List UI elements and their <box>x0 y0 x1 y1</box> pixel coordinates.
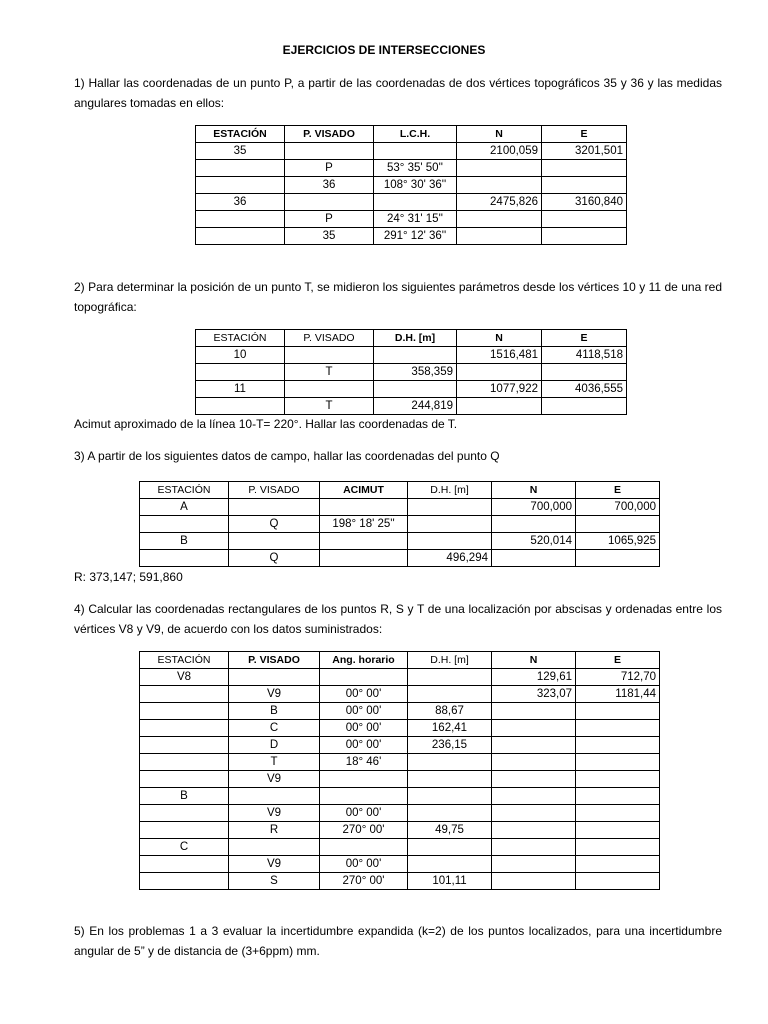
table-cell: P <box>285 211 374 228</box>
table-cell <box>457 228 542 245</box>
table-row <box>140 720 660 737</box>
table-cell <box>196 177 285 194</box>
table-cell: C <box>140 839 229 856</box>
table-cell: 36 <box>285 177 374 194</box>
problem-3-table <box>139 481 660 567</box>
table-cell <box>457 177 542 194</box>
table-cell <box>542 177 627 194</box>
table-cell: 00° 00' <box>320 737 408 754</box>
table-cell <box>320 499 408 516</box>
column-header: N <box>457 330 542 347</box>
table-cell: T <box>229 754 320 771</box>
table-cell <box>492 771 576 788</box>
table-cell <box>229 788 320 805</box>
table-cell: B <box>229 703 320 720</box>
column-header: ESTACIÓN <box>140 652 229 669</box>
table-cell <box>576 805 660 822</box>
table-cell: 10 <box>196 347 285 364</box>
table-cell <box>576 737 660 754</box>
table-cell: V8 <box>140 669 229 686</box>
table-cell: 323,07 <box>492 686 576 703</box>
table-row <box>140 839 660 856</box>
table-cell: 49,75 <box>408 822 492 839</box>
table-cell <box>576 856 660 873</box>
table-cell <box>408 839 492 856</box>
table-cell <box>408 788 492 805</box>
table-cell <box>542 211 627 228</box>
table-cell <box>320 533 408 550</box>
table-row <box>140 805 660 822</box>
table-cell <box>285 381 374 398</box>
table-row <box>196 364 627 381</box>
problem-2-statement: 2) Para determinar la posición de un punto T, se midieron los siguientes parámetros desde los vértices 10 y 11 de una red topográfica: <box>74 280 722 314</box>
table-cell <box>492 788 576 805</box>
table-row <box>140 686 660 703</box>
table-header-row <box>196 126 627 143</box>
table-cell <box>492 720 576 737</box>
table-row <box>140 754 660 771</box>
table-cell: 101,11 <box>408 873 492 890</box>
column-header: D.H. [m] <box>408 482 492 499</box>
problem-4-statement: 4) Calcular las coordenadas rectangulares de los puntos R, S y T de una localización por abscisas y ordenadas entre los vértices V8 y V9, de acuerdo con los datos suministrados: <box>74 602 722 636</box>
table-header-row <box>140 482 660 499</box>
table-cell <box>229 499 320 516</box>
table-cell <box>576 720 660 737</box>
table-cell: 108° 30' 36'' <box>374 177 457 194</box>
table-cell <box>542 228 627 245</box>
table-cell: 520,014 <box>492 533 576 550</box>
table-cell: 270° 00' <box>320 873 408 890</box>
table-cell <box>576 550 660 567</box>
table-cell: 162,41 <box>408 720 492 737</box>
table-cell: 1181,44 <box>576 686 660 703</box>
table-cell <box>285 194 374 211</box>
table-cell: 236,15 <box>408 737 492 754</box>
table-cell: 1516,481 <box>457 347 542 364</box>
table-cell <box>140 771 229 788</box>
table-cell <box>542 398 627 415</box>
table-row <box>196 143 627 160</box>
table-cell <box>408 754 492 771</box>
table-cell <box>374 381 457 398</box>
table-cell: V9 <box>229 686 320 703</box>
problem-2-note: Acimut aproximado de la línea 10-T= 220°. Hallar las coordenadas de T. <box>74 417 458 431</box>
column-header: L.C.H. <box>374 126 457 143</box>
table-row <box>140 550 660 567</box>
column-header: D.H. [m] <box>374 330 457 347</box>
table-cell: 24° 31' 15'' <box>374 211 457 228</box>
table-row <box>140 822 660 839</box>
table-cell: 270° 00' <box>320 822 408 839</box>
table-row <box>196 211 627 228</box>
table-header-row <box>196 330 627 347</box>
table-cell <box>576 703 660 720</box>
table-row <box>140 873 660 890</box>
problem-3-answer: R: 373,147; 591,860 <box>74 570 183 584</box>
column-header: P. VISADO <box>285 126 374 143</box>
column-header: N <box>457 126 542 143</box>
table-row <box>140 771 660 788</box>
table-cell: 129,61 <box>492 669 576 686</box>
problem-4-table <box>139 651 660 890</box>
table-cell <box>196 211 285 228</box>
column-header: Ang. horario <box>320 652 408 669</box>
table-cell <box>196 364 285 381</box>
table-row <box>140 516 660 533</box>
table-cell <box>408 533 492 550</box>
table-row <box>140 737 660 754</box>
table-cell <box>576 754 660 771</box>
table-row <box>196 228 627 245</box>
table-cell: 36 <box>196 194 285 211</box>
table-row <box>140 856 660 873</box>
table-cell <box>140 686 229 703</box>
table-cell: 35 <box>196 143 285 160</box>
table-cell: 2100,059 <box>457 143 542 160</box>
table-cell: 4118,518 <box>542 347 627 364</box>
table-cell: 1065,925 <box>576 533 660 550</box>
table-cell <box>374 347 457 364</box>
table-cell <box>492 703 576 720</box>
table-cell <box>229 533 320 550</box>
table-cell <box>140 720 229 737</box>
column-header: P. VISADO <box>229 482 320 499</box>
table-cell: C <box>229 720 320 737</box>
table-cell: P <box>285 160 374 177</box>
table-cell <box>492 873 576 890</box>
table-cell <box>140 737 229 754</box>
table-cell: B <box>140 533 229 550</box>
table-cell <box>140 754 229 771</box>
table-cell <box>492 805 576 822</box>
table-row <box>196 381 627 398</box>
table-cell <box>285 143 374 160</box>
table-cell <box>140 703 229 720</box>
table-cell <box>457 398 542 415</box>
column-header: P. VISADO <box>229 652 320 669</box>
table-cell <box>492 516 576 533</box>
table-cell <box>408 771 492 788</box>
table-cell <box>492 822 576 839</box>
column-header: E <box>576 482 660 499</box>
table-cell <box>457 211 542 228</box>
table-cell <box>320 788 408 805</box>
table-cell: Q <box>229 516 320 533</box>
table-cell <box>542 160 627 177</box>
table-cell: 244,819 <box>374 398 457 415</box>
table-cell <box>140 550 229 567</box>
table-cell <box>196 398 285 415</box>
table-cell: 700,000 <box>492 499 576 516</box>
table-cell <box>408 499 492 516</box>
column-header: ESTACIÓN <box>196 330 285 347</box>
table-row <box>140 669 660 686</box>
table-cell <box>374 194 457 211</box>
table-cell: B <box>140 788 229 805</box>
table-cell <box>229 839 320 856</box>
table-header-row <box>140 652 660 669</box>
table-row <box>140 703 660 720</box>
table-cell: 88,67 <box>408 703 492 720</box>
table-cell: 2475,826 <box>457 194 542 211</box>
table-cell <box>457 160 542 177</box>
table-cell: V9 <box>229 856 320 873</box>
table-cell <box>408 856 492 873</box>
table-cell <box>576 873 660 890</box>
table-cell <box>492 737 576 754</box>
table-cell: 00° 00' <box>320 720 408 737</box>
table-cell <box>320 669 408 686</box>
table-cell: T <box>285 398 374 415</box>
table-cell <box>492 839 576 856</box>
column-header: N <box>492 482 576 499</box>
table-cell <box>229 669 320 686</box>
table-cell <box>140 873 229 890</box>
column-header: P. VISADO <box>285 330 374 347</box>
table-cell: 00° 00' <box>320 805 408 822</box>
table-cell: 00° 00' <box>320 703 408 720</box>
table-cell <box>320 550 408 567</box>
table-cell <box>576 822 660 839</box>
table-cell <box>140 516 229 533</box>
table-cell: 00° 00' <box>320 856 408 873</box>
column-header: ESTACIÓN <box>196 126 285 143</box>
table-cell <box>492 550 576 567</box>
table-cell: 53° 35' 50'' <box>374 160 457 177</box>
table-cell: V9 <box>229 805 320 822</box>
table-cell: 1077,922 <box>457 381 542 398</box>
table-row <box>196 177 627 194</box>
table-cell <box>374 143 457 160</box>
table-cell <box>576 839 660 856</box>
column-header: E <box>576 652 660 669</box>
problem-1-table <box>195 125 627 245</box>
table-row <box>140 499 660 516</box>
table-cell: 496,294 <box>408 550 492 567</box>
table-cell <box>576 788 660 805</box>
table-cell <box>196 160 285 177</box>
table-cell: D <box>229 737 320 754</box>
table-cell <box>408 516 492 533</box>
column-header: E <box>542 330 627 347</box>
table-row <box>196 160 627 177</box>
table-cell: A <box>140 499 229 516</box>
table-cell: 35 <box>285 228 374 245</box>
table-cell <box>285 347 374 364</box>
table-cell <box>542 364 627 381</box>
table-cell <box>196 228 285 245</box>
table-cell: 358,359 <box>374 364 457 381</box>
table-cell <box>408 686 492 703</box>
table-cell: 4036,555 <box>542 381 627 398</box>
table-cell <box>320 839 408 856</box>
table-cell: 700,000 <box>576 499 660 516</box>
column-header: N <box>492 652 576 669</box>
problem-3-statement: 3) A partir de los siguientes datos de campo, hallar las coordenadas del punto Q <box>74 449 500 463</box>
table-cell <box>320 771 408 788</box>
table-cell: V9 <box>229 771 320 788</box>
table-cell: 712,70 <box>576 669 660 686</box>
table-cell: T <box>285 364 374 381</box>
table-cell <box>457 364 542 381</box>
table-cell <box>576 516 660 533</box>
problem-1-statement: 1) Hallar las coordenadas de un punto P, a partir de las coordenadas de dos vértices topográficos 35 y 36 y las medidas angulares tomadas en ellos: <box>74 76 722 110</box>
column-header: ESTACIÓN <box>140 482 229 499</box>
column-header: D.H. [m] <box>408 652 492 669</box>
table-cell <box>576 771 660 788</box>
table-cell: 3201,501 <box>542 143 627 160</box>
table-row <box>140 533 660 550</box>
table-cell <box>408 805 492 822</box>
table-cell: Q <box>229 550 320 567</box>
table-row <box>140 788 660 805</box>
table-cell <box>492 856 576 873</box>
table-cell <box>492 754 576 771</box>
table-cell: 198° 18' 25'' <box>320 516 408 533</box>
problem-2-table <box>195 329 627 415</box>
table-cell <box>408 669 492 686</box>
table-cell: 3160,840 <box>542 194 627 211</box>
table-cell: 18° 46' <box>320 754 408 771</box>
table-cell: 00° 00' <box>320 686 408 703</box>
table-cell <box>140 856 229 873</box>
table-cell: 11 <box>196 381 285 398</box>
table-row <box>196 347 627 364</box>
table-row <box>196 194 627 211</box>
table-cell: 291° 12' 36'' <box>374 228 457 245</box>
table-cell: R <box>229 822 320 839</box>
table-cell <box>140 822 229 839</box>
table-cell <box>140 805 229 822</box>
table-row <box>196 398 627 415</box>
page-title: EJERCICIOS DE INTERSECCIONES <box>282 43 486 57</box>
problem-5-statement: 5) En los problemas 1 a 3 evaluar la incertidumbre expandida (k=2) de los puntos localizados, para una incertidumbre angular de 5” y de distancia de (3+6ppm) mm. <box>74 924 722 958</box>
table-cell: S <box>229 873 320 890</box>
column-header: ACIMUT <box>320 482 408 499</box>
column-header: E <box>542 126 627 143</box>
